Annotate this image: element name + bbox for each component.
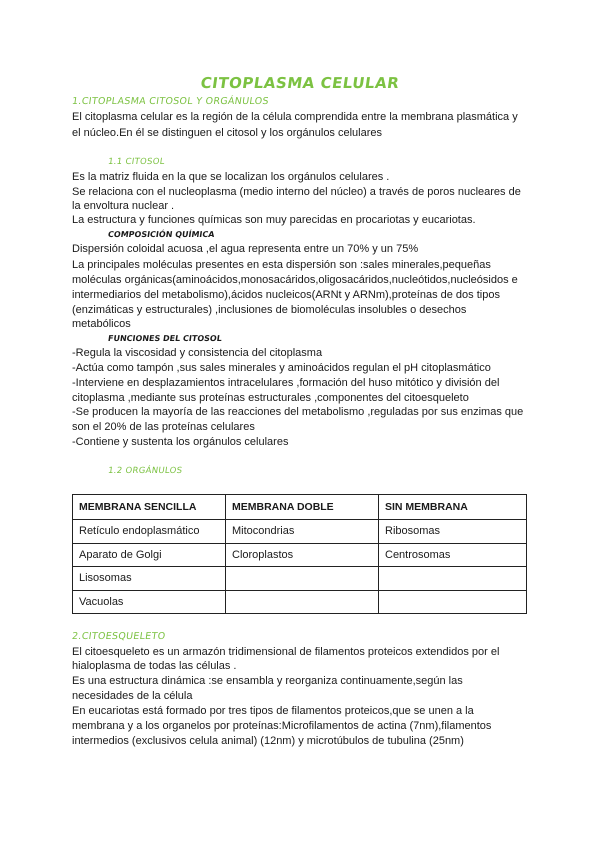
funciones-heading: FUNCIONES DEL CITOSOL [107,334,223,343]
section-heading-citoplasma: 1.CITOPLASMA CITOSOL Y ORGÁNULOS [71,96,270,107]
paragraph-line: intermediarios del metabolismo),ácidos nucleicos(ARNt y ARNm),proteínas de dos tipos [72,289,500,301]
composicion-heading: COMPOSICIÓN QUÍMICA [107,230,216,239]
paragraph-line: El citoesqueleto es un armazón tridimensional de filamentos proteicos extendidos por el [72,646,500,658]
table-cell: Aparato de Golgi [73,543,226,567]
paragraph-line: son el 20% de las proteínas celulares [72,421,255,433]
paragraph-line: En eucariotas está formado por tres tipos de filamentos proteicos,que se unen a la [72,705,474,717]
paragraph-line: citoplasma ,mediante sus proteínas estructurales ,componentes del citoesqueleto [72,392,469,404]
organulos-table [72,494,527,614]
table-cell [226,567,379,591]
table-cell: Cloroplastos [226,543,379,567]
paragraph-line: La principales moléculas presentes en esta dispersión son :sales minerales,pequeñas [72,259,491,271]
table-header-cell: MEMBRANA DOBLE [226,495,379,520]
table-header-row [73,495,527,520]
paragraph-line: El citoplasma celular es la región de la célula comprendida entre la membrana plasmática y [72,111,518,123]
table-cell: Mitocondrias [226,520,379,544]
table-cell: Retículo endoplasmático [73,520,226,544]
paragraph-line: -Contiene y sustenta los orgánulos celulares [72,436,289,448]
table-row [73,520,527,544]
paragraph-line: Dispersión coloidal acuosa ,el agua representa entre un 70% y un 75% [72,243,419,255]
table-row [73,590,527,614]
paragraph-line: -Se producen la mayoría de las reacciones del metabolismo ,reguladas por sus enzimas que [72,406,524,418]
table-cell [226,590,379,614]
table-cell: Vacuolas [73,590,226,614]
paragraph-line: metabólicos [72,318,131,330]
table-header-cell: SIN MEMBRANA [379,495,527,520]
table-row [73,543,527,567]
page-title: CITOPLASMA CELULAR [199,74,401,92]
paragraph-line: La estructura y funciones químicas son muy parecidas en procariotas y eucariotas. [72,214,476,226]
paragraph-line: necesidades de la célula [72,690,193,702]
subsection-heading-organulos: 1.2 ORGÁNULOS [107,466,183,476]
table-row [73,567,527,591]
paragraph-line: el núcleo.En él se distinguen el citosol y los orgánulos celulares [72,127,383,139]
paragraph-line: moléculas orgánicas(aminoácidos,monosacáridos,oligosacáridos,nucleótidos,nucleósidos e [72,274,518,286]
table-header-cell: MEMBRANA SENCILLA [73,495,226,520]
paragraph-line: Se relaciona con el nucleoplasma (medio interno del núcleo) a través de poros nucleares de [72,186,521,198]
paragraph-line: Es una estructura dinámica :se ensambla y reorganiza continuamente,según las [72,675,463,687]
paragraph-line: la envoltura nuclear . [72,200,175,212]
table-cell: Centrosomas [379,543,527,567]
paragraph-line: hialoplasma de todas las células . [72,660,237,672]
paragraph-line: intermedios (exclusivos celula animal) (12nm) y microtúbulos de tubulina (25nm) [72,735,464,747]
section-heading-citoesqueleto: 2.CITOESQUELETO [71,631,167,642]
table-cell: Ribosomas [379,520,527,544]
subsection-heading-citosol: 1.1 CITOSOL [107,157,166,167]
paragraph-line: (enzimáticas y estructurales) ,inclusiones de biomoléculas insolubles o desechos [72,304,467,316]
paragraph-line: -Regula la viscosidad y consistencia del citoplasma [72,347,323,359]
paragraph-line: membrana y a los organelos por proteínas:Microfilamentos de actina (7nm),filamentos [72,720,492,732]
paragraph-line: Es la matriz fluida en la que se localizan los orgánulos celulares . [72,171,390,183]
table-cell [379,567,527,591]
table-cell [379,590,527,614]
table-cell: Lisosomas [73,567,226,591]
paragraph-line: -Actúa como tampón ,sus sales minerales y aminoácidos regulan el pH citoplasmático [72,362,491,374]
paragraph-line: -Interviene en desplazamientos intracelulares ,formación del huso mitótico y división del [72,377,500,389]
